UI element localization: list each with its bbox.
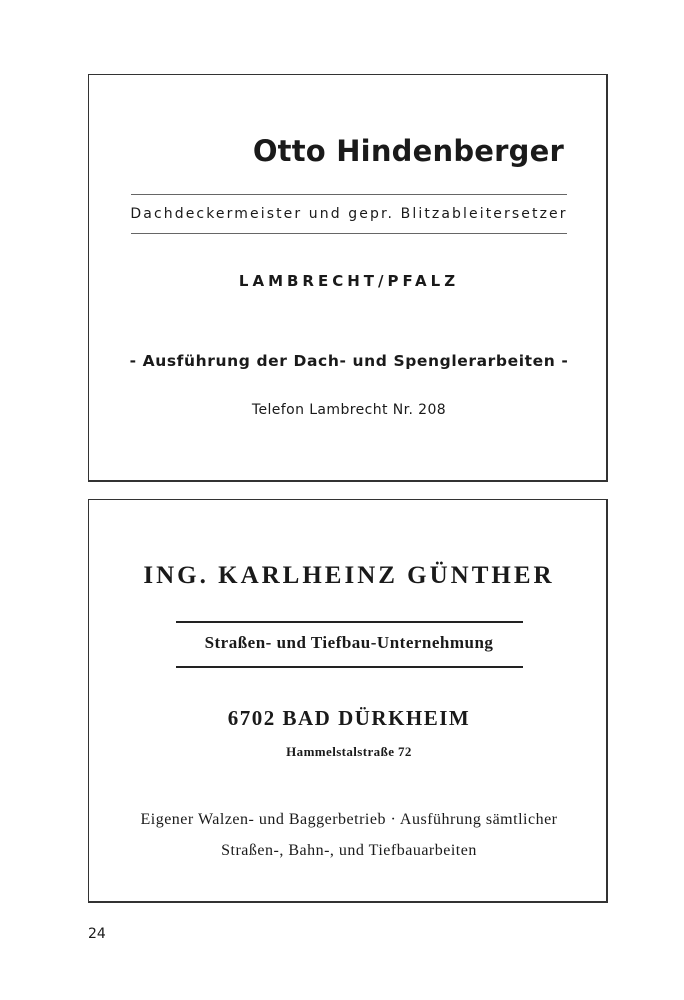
- ad1-top-rule: [131, 194, 567, 195]
- advertisement-guenther: [88, 499, 608, 903]
- advertisement-hindenberger: [88, 74, 608, 482]
- ad1-services: - Ausführung der Dach- und Spenglerarbeiten -: [129, 352, 569, 370]
- ad2-top-rule: [176, 621, 523, 623]
- ad2-description-line-2: Straßen-, Bahn-, und Tiefbauarbeiten: [221, 842, 477, 859]
- ad2-company-name: ING. KARLHEINZ GÜNTHER: [143, 562, 555, 589]
- ad1-profession: Dachdeckermeister und gepr. Blitzableitersetzer: [130, 206, 568, 222]
- ad2-description-line-1: Eigener Walzen- und Baggerbetrieb · Ausführung sämtlicher: [140, 811, 558, 828]
- ad1-bottom-rule: [131, 233, 567, 234]
- ad1-phone: Telefon Lambrecht Nr. 208: [251, 402, 447, 418]
- ad1-company-name: Otto Hindenberger: [252, 134, 564, 168]
- ad2-business-type: Straßen- und Tiefbau-Unternehmung: [204, 633, 494, 652]
- page-number: 24: [88, 926, 106, 942]
- ad1-city: LAMBRECHT/PFALZ: [238, 272, 460, 290]
- ad2-bottom-rule: [176, 666, 523, 668]
- ad2-street-address: Hammelstalstraße 72: [286, 744, 412, 759]
- ad2-city: 6702 BAD DÜRKHEIM: [227, 706, 471, 730]
